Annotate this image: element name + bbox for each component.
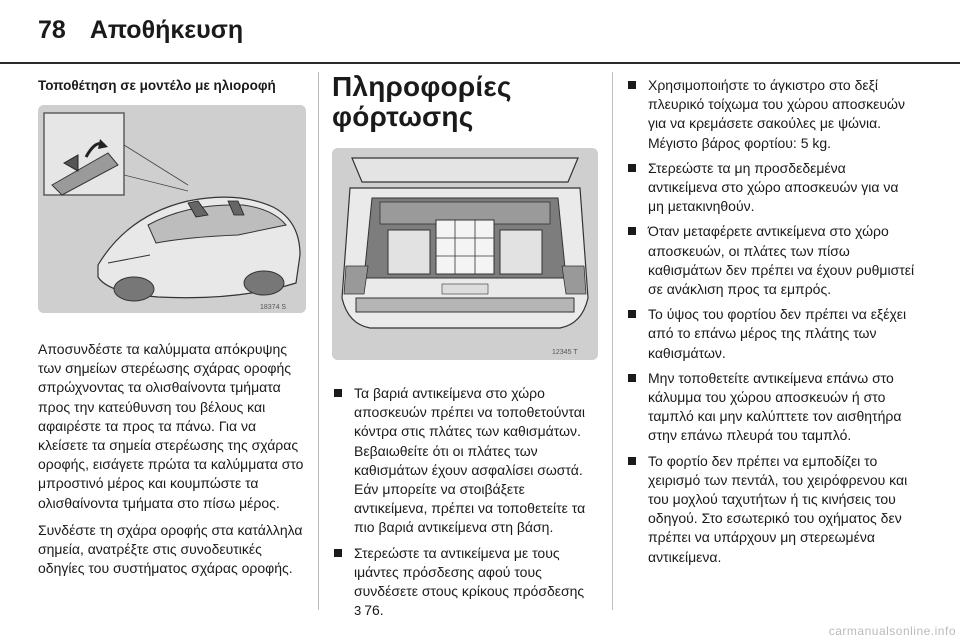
- page-reference-icon: 3: [354, 603, 362, 619]
- bullet-item: [626, 369, 916, 446]
- body-paragraph: Συνδέστε τη σχάρα οροφής στα κατάλληλα σημεία, ανατρέξτε στις συνοδευτικές οδηγίες του συστήματος σχάρας οροφής.: [38, 521, 303, 577]
- bullet-text: Όταν μεταφέρετε αντικείμενα στο χώρο αποσκευών, οι πλάτες των πίσω καθισμάτων δεν πρέπει να έχουν ρυθμιστεί σε ανάκλιση προς τα εμπρός.: [648, 223, 915, 298]
- roof-rack-drawing: [38, 105, 306, 313]
- roof-rack-illustration: [38, 105, 306, 313]
- figure-code: 12345 T: [552, 349, 578, 356]
- bullet-square-icon: [628, 164, 636, 172]
- page-reference-link[interactable]: 76.: [364, 602, 384, 619]
- middle-column: [332, 72, 600, 626]
- bullet-text: Στερεώστε τα μη προσδεδεμένα αντικείμενα στο χώρο αποσκευών για να μη μετακινηθούν.: [648, 159, 899, 215]
- bullet-square-icon: [628, 81, 636, 89]
- heading-line: φόρτωσης: [332, 101, 474, 132]
- chapter-title: Αποθήκευση: [89, 16, 244, 44]
- section-caption: Τοποθέτηση σε μοντέλο με ηλιοροφή: [38, 78, 276, 93]
- bullet-item: [626, 76, 916, 153]
- bullet-item: [626, 222, 916, 299]
- bullet-item: [626, 305, 916, 363]
- bullet-item: [626, 452, 916, 567]
- trunk-drawing: [332, 148, 598, 360]
- bullet-square-icon: [628, 457, 636, 465]
- bullet-text: Τα βαριά αντικείμενα στο χώρο αποσκευών πρέπει να τοποθετούνται κόντρα στις πλάτες των καθισμάτων. Βεβαιωθείτε ότι οι πλάτες των καθισμάτων έχουν ασφαλίσει σωστά. Εάν μπορείτε να στοιβάξετε αντικείμενα, πρέπει να τοποθετείτε τα πιο βαριά αντικείμενα στη βάση.: [354, 385, 586, 536]
- bullet-item: [626, 159, 916, 217]
- bullet-text: Μην τοποθετείτε αντικείμενα επάνω στο κάλυμμα του χώρου αποσκευών ή στο ταμπλό και μην καλύπτετε τον αισθητήρα στην επάνω πλευρά του ταμπλό.: [648, 369, 902, 444]
- bullet-square-icon: [334, 389, 342, 397]
- bullet-square-icon: [628, 310, 636, 318]
- bullet-text: Το φορτίο δεν πρέπει να εμποδίζει το χειρισμό των πεντάλ, του χειρόφρενου και του μοχλού ταχυτήτων ή τις κινήσεις του οδηγού. Στο εσωτερικό του οχήματος δεν πρέπει να υπάρχουν μη στερεωμένα αντικείμενα.: [648, 452, 908, 565]
- bullet-item: [332, 544, 600, 621]
- bullet-text: Το ύψος του φορτίου δεν πρέπει να εξέχει από το επάνω μέρος της πλάτης των καθισμάτων.: [648, 306, 907, 361]
- column-divider: [318, 72, 319, 610]
- bullet-item: [332, 384, 600, 538]
- bullet-text: Χρησιμοποιήστε το άγκιστρο στο δεξί πλευρικό τοίχωμα του χώρου αποσκευών για να κρεμάσετε σακούλες με ψώνια. Μέγιστο βάρος φορτίου: 5 kg.: [648, 77, 905, 151]
- bullet-square-icon: [334, 549, 342, 557]
- figure-code: 18374 S: [260, 304, 287, 311]
- bullet-square-icon: [628, 374, 636, 382]
- trunk-loading-illustration: [332, 148, 598, 360]
- left-column: [38, 72, 306, 578]
- site-watermark: carmanualsonline.info: [828, 624, 956, 638]
- right-column: [626, 72, 916, 573]
- page-header: [38, 16, 243, 52]
- loading-bullets: [332, 384, 600, 620]
- column-divider: [612, 72, 613, 610]
- body-paragraph: Αποσυνδέστε τα καλύμματα απόκρυψης των σημείων στερέωσης σχάρας οροφής σπρώχνοντας τα ολισθαίνοντα τμήματα προς την κατεύθυνση του βέλους και αφαιρέστε τα προς τα πάνω. Για να κλείσετε τα σημεία στερέωσης της σχάρας οροφής, εισάγετε πρώτα τα καλύμματα στο μπροστινό μέρος και κουμπώστε τα ολισθαίνοντα τμήματα στο πίσω μέρος.: [38, 341, 304, 511]
- header-rule: [0, 62, 960, 64]
- loading-bullets-continued: [626, 76, 916, 567]
- page-number: 78: [38, 16, 66, 44]
- bullet-text: Στερεώστε τα αντικείμενα με τους ιμάντες πρόσδεσης αφού τους συνδέσετε στους κρίκους πρόσδεσης: [354, 544, 585, 600]
- section-heading: [332, 72, 600, 132]
- bullet-square-icon: [628, 227, 636, 235]
- heading-line: Πληροφορίες: [332, 71, 512, 102]
